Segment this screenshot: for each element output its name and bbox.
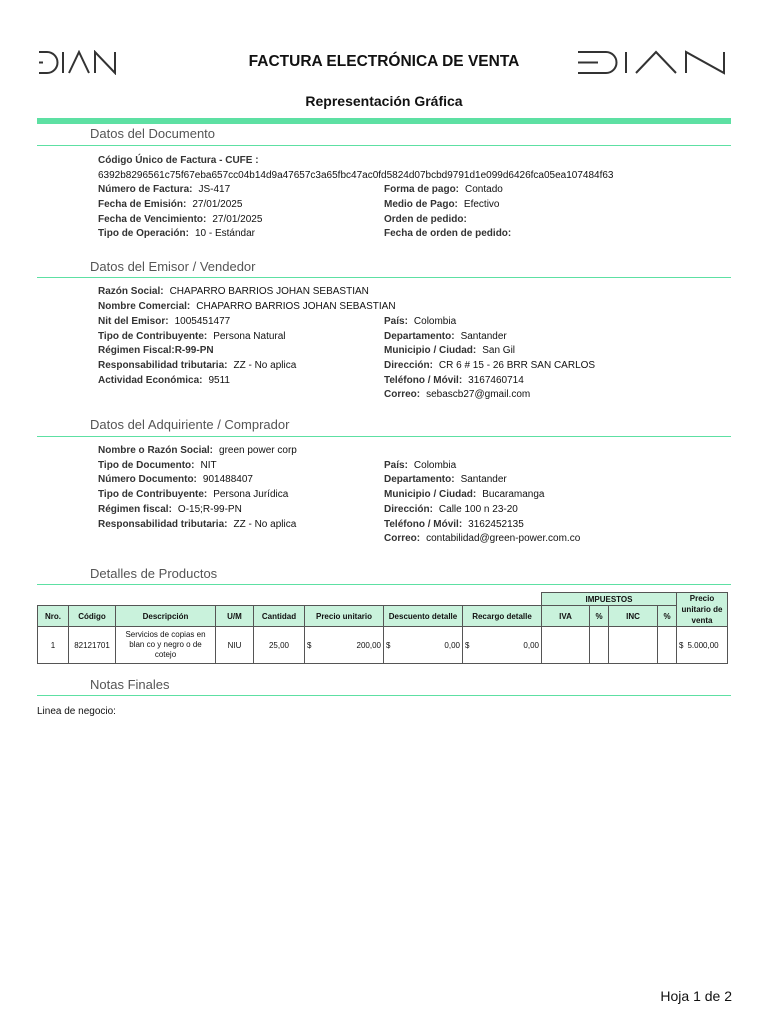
- cell-precio-unitario: [305, 627, 384, 664]
- section-rule: [37, 145, 731, 146]
- adq-nombre-value: green power corp: [219, 445, 297, 456]
- emisor-direccion-value: CR 6 # 15 - 26 BRR SAN CARLOS: [438, 360, 596, 371]
- medio-pago-value: Efectivo: [463, 199, 500, 210]
- precio-venta-value: 5.000,00: [687, 640, 719, 650]
- cell-precio-venta: [677, 627, 728, 664]
- medio-pago: [384, 199, 499, 210]
- header-inc: INC: [609, 606, 658, 627]
- header-descuento: Descuento detalle: [384, 606, 463, 627]
- header-descripcion: Descripción: [116, 606, 216, 627]
- cell-descuento: [384, 627, 463, 664]
- header-um: U/M: [216, 606, 254, 627]
- section-rule: [37, 277, 731, 278]
- emisor-direccion-label: Dirección:: [384, 360, 433, 371]
- table-header-row: [38, 606, 728, 627]
- emisor-nombre-value: CHAPARRO BARRIOS JOHAN SEBASTIAN: [196, 301, 396, 312]
- adq-contribuyente-value: Persona Jurídica: [213, 489, 289, 500]
- tipo-operacion-label: Tipo de Operación:: [98, 228, 189, 239]
- adq-telefono-value: 3162452135: [468, 519, 524, 530]
- emisor-telefono: [384, 375, 524, 386]
- currency-symbol: $: [307, 640, 312, 650]
- adq-contribuyente: [98, 489, 288, 500]
- emisor-departamento: [384, 331, 507, 342]
- fecha-orden-pedido: [384, 228, 517, 239]
- emisor-municipio-label: Municipio / Ciudad:: [384, 345, 477, 356]
- cell-nro: 1: [38, 627, 69, 664]
- emisor-regimen-text: Régimen Fiscal:R-99-PN: [98, 345, 214, 356]
- fecha-orden-pedido-label: Fecha de orden de pedido:: [384, 228, 512, 239]
- currency-symbol: $: [679, 640, 684, 650]
- adq-tipo-doc-label: Tipo de Documento:: [98, 460, 195, 471]
- cufe-label-row: [98, 155, 265, 166]
- emisor-regimen: [98, 345, 214, 356]
- cell-inc-pct: [658, 627, 677, 664]
- adq-numero-doc-value: 901488407: [202, 474, 253, 485]
- tipo-operacion: [98, 228, 255, 239]
- section-rule: [37, 695, 731, 696]
- header-nro: Nro.: [38, 606, 69, 627]
- emisor-municipio-value: San Gil: [482, 345, 516, 356]
- emisor-telefono-label: Teléfono / Móvil:: [384, 375, 463, 386]
- emisor-telefono-value: 3167460714: [468, 375, 524, 386]
- forma-pago: [384, 184, 503, 195]
- fecha-vencimiento: [98, 214, 262, 225]
- adq-pais-label: País:: [384, 460, 408, 471]
- adq-regimen-label: Régimen fiscal:: [98, 504, 172, 515]
- emisor-pais-label: País:: [384, 316, 408, 327]
- header-precio-unitario: Precio unitario: [305, 606, 384, 627]
- header-cantidad: Cantidad: [254, 606, 305, 627]
- adq-municipio-label: Municipio / Ciudad:: [384, 489, 477, 500]
- cell-um: NIU: [216, 627, 254, 664]
- emisor-departamento-value: Santander: [460, 331, 507, 342]
- header-iva: IVA: [542, 606, 590, 627]
- emisor-responsabilidad: [98, 360, 296, 371]
- emisor-actividad-value: 9511: [208, 375, 230, 386]
- descuento-value: 0,00: [444, 640, 460, 650]
- emisor-contribuyente-value: Persona Natural: [213, 331, 286, 342]
- emisor-correo: [384, 389, 530, 400]
- products-table: [37, 592, 728, 664]
- adq-numero-doc: [98, 474, 253, 485]
- orden-pedido-label: Orden de pedido:: [384, 214, 467, 225]
- adq-municipio: [384, 489, 544, 500]
- tipo-operacion-value: 10 - Estándar: [194, 228, 255, 239]
- section-title-emisor: Datos del Emisor / Vendedor: [90, 259, 256, 274]
- header-codigo: Código: [69, 606, 116, 627]
- adq-tipo-doc: [98, 460, 217, 471]
- emisor-municipio: [384, 345, 515, 356]
- cell-iva: [542, 627, 590, 664]
- emisor-contribuyente: [98, 331, 286, 342]
- orden-pedido: [384, 214, 473, 225]
- currency-symbol: $: [465, 640, 470, 650]
- adq-municipio-value: Bucaramanga: [482, 489, 545, 500]
- adq-regimen-value: O-15;R-99-PN: [177, 504, 242, 515]
- adq-numero-doc-label: Número Documento:: [98, 474, 197, 485]
- emisor-departamento-label: Departamento:: [384, 331, 455, 342]
- forma-pago-label: Forma de pago:: [384, 184, 460, 195]
- adq-departamento-label: Departamento:: [384, 474, 455, 485]
- emisor-correo-label: Correo:: [384, 389, 421, 400]
- adq-departamento-value: Santander: [460, 474, 507, 485]
- adq-responsabilidad-label: Responsabilidad tributaria:: [98, 519, 228, 530]
- emisor-razon-value: CHAPARRO BARRIOS JOHAN SEBASTIAN: [169, 286, 369, 297]
- adq-direccion-value: Calle 100 n 23-20: [438, 504, 518, 515]
- accent-bar: [37, 118, 731, 124]
- fecha-emision-label: Fecha de Emisión:: [98, 199, 187, 210]
- cufe-label: Código Único de Factura - CUFE :: [98, 155, 259, 166]
- emisor-nombre-comercial: [98, 301, 396, 312]
- impuestos-header: IMPUESTOS: [542, 593, 677, 606]
- cell-iva-pct: [590, 627, 609, 664]
- adq-correo-label: Correo:: [384, 533, 421, 544]
- adq-responsabilidad-value: ZZ - No aplica: [233, 519, 297, 530]
- section-rule: [37, 436, 731, 437]
- invoice-title: FACTURA ELECTRÓNICA DE VENTA: [248, 53, 520, 70]
- emisor-contribuyente-label: Tipo de Contribuyente:: [98, 331, 208, 342]
- adq-telefono-label: Teléfono / Móvil:: [384, 519, 463, 530]
- emisor-responsabilidad-label: Responsabilidad tributaria:: [98, 360, 228, 371]
- adq-direccion-label: Dirección:: [384, 504, 433, 515]
- emisor-pais-value: Colombia: [413, 316, 457, 327]
- adq-correo: [384, 533, 580, 544]
- forma-pago-value: Contado: [465, 184, 503, 195]
- emisor-razon-social: [98, 286, 369, 297]
- numero-factura-value: JS-417: [198, 184, 231, 195]
- header-recargo: Recargo detalle: [463, 606, 542, 627]
- header-iva-pct: %: [590, 606, 609, 627]
- adq-pais-value: Colombia: [413, 460, 457, 471]
- linea-negocio: Linea de negocio:: [37, 706, 116, 717]
- header-inc-pct: %: [658, 606, 677, 627]
- fecha-emision-value: 27/01/2025: [192, 199, 243, 210]
- adq-responsabilidad: [98, 519, 296, 530]
- emisor-pais: [384, 316, 456, 327]
- numero-factura-label: Número de Factura:: [98, 184, 193, 195]
- money-descuento: [386, 641, 460, 650]
- precio-venta-header: Precio unitario de venta: [677, 593, 728, 627]
- adq-direccion: [384, 504, 518, 515]
- cell-codigo: 82121701: [69, 627, 116, 664]
- precio-unitario-value: 200,00: [356, 640, 381, 650]
- cufe-value: 6392b8296561c75f67eba657cc04b14d9a47657c3a65fbc47ac0fd5824d07bcbd9791d1e099d6426fca05ea107484f63: [98, 170, 614, 181]
- money-precio-unitario: [307, 641, 381, 650]
- money-recargo: [465, 641, 539, 650]
- numero-factura: [98, 184, 230, 195]
- cell-inc: [609, 627, 658, 664]
- emisor-razon-label: Razón Social:: [98, 286, 164, 297]
- section-title-adquiriente: Datos del Adquiriente / Comprador: [90, 417, 290, 432]
- currency-symbol: $: [386, 640, 391, 650]
- section-rule: [37, 584, 731, 585]
- recargo-value: 0,00: [523, 640, 539, 650]
- section-title-notas: Notas Finales: [90, 677, 170, 692]
- emisor-correo-value: sebascb27@gmail.com: [426, 389, 531, 400]
- table-group-header-row: [38, 593, 728, 606]
- page-number: Hoja 1 de 2: [660, 988, 732, 1004]
- emisor-actividad-label: Actividad Económica:: [98, 375, 203, 386]
- adq-departamento: [384, 474, 507, 485]
- fecha-vencimiento-label: Fecha de Vencimiento:: [98, 214, 207, 225]
- adq-pais: [384, 460, 456, 471]
- invoice-subtitle: Representación Gráfica: [305, 93, 463, 109]
- fecha-vencimiento-value: 27/01/2025: [212, 214, 263, 225]
- emisor-nit: [98, 316, 230, 327]
- adq-telefono: [384, 519, 524, 530]
- cell-recargo: [463, 627, 542, 664]
- adq-nombre: [98, 445, 297, 456]
- cell-cantidad: 25,00: [254, 627, 305, 664]
- emisor-responsabilidad-value: ZZ - No aplica: [233, 360, 297, 371]
- table-header-spacer: [38, 593, 542, 606]
- money-precio-venta: [679, 641, 725, 650]
- cell-descripcion: Servicios de copias en blan co y negro o de cotejo: [116, 627, 216, 664]
- table-row: [38, 627, 728, 664]
- emisor-nit-value: 1005451477: [174, 316, 231, 327]
- emisor-nombre-label: Nombre Comercial:: [98, 301, 191, 312]
- fecha-emision: [98, 199, 242, 210]
- medio-pago-label: Medio de Pago:: [384, 199, 458, 210]
- adq-correo-value: contabilidad@green-power.com.co: [426, 533, 581, 544]
- section-title-productos: Detalles de Productos: [90, 566, 218, 581]
- adq-tipo-doc-value: NIT: [200, 460, 217, 471]
- emisor-direccion: [384, 360, 595, 371]
- adq-nombre-label: Nombre o Razón Social:: [98, 445, 214, 456]
- emisor-actividad: [98, 375, 230, 386]
- emisor-nit-label: Nit del Emisor:: [98, 316, 169, 327]
- section-title-documento: Datos del Documento: [90, 126, 216, 141]
- adq-regimen: [98, 504, 242, 515]
- adq-contribuyente-label: Tipo de Contribuyente:: [98, 489, 208, 500]
